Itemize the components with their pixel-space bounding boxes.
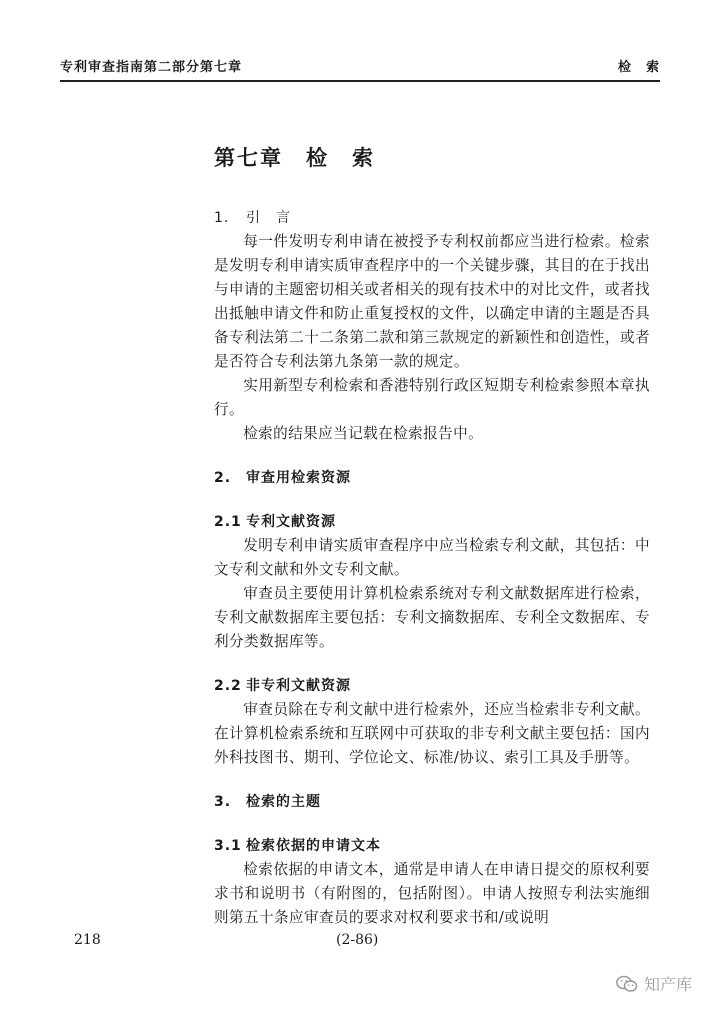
section-title: 检索依据的申请文本: [246, 838, 381, 854]
running-header: [60, 56, 660, 75]
section-title: 专利文献资源: [246, 514, 336, 530]
watermark: [616, 972, 692, 995]
section-number: 3.1: [214, 838, 242, 854]
chapter-title: 第七章 检 索: [214, 146, 375, 170]
section-number: 2.: [214, 470, 232, 486]
paragraph: 每一件发明专利申请在被授予专利权前都应当进行检索。检索是发明专利申请实质审查程序中的一个关键步骤，其目的在于找出与申请的主题密切相关或者相关的现有技术中的对比文件，或者找出抵触申请文件和防止重复授权的文件，以确定申请的主题是否具备专利法第二十二条第二款和第三款规定的新颖性和创造性，或者是否符合专利法第九条第一款的规定。: [214, 233, 650, 370]
running-header-left: 专利审查指南第二部分第七章: [60, 60, 243, 75]
paragraph: 检索的结果应当记载在检索报告中。: [243, 425, 484, 442]
paragraph: 审查员除在专利文献中进行检索外，还应当检索非专利文献。在计算机检索系统和互联网中可获取的非专利文献主要包括：国内外科技图书、期刊、学位论文、标准/协议、索引工具及手册等。: [214, 701, 650, 766]
section-title: 检索的主题: [246, 794, 321, 810]
section-heading-3: [214, 790, 650, 814]
section-title: 审查用检索资源: [246, 470, 351, 486]
section-heading-2-1: [214, 510, 650, 534]
section-heading-2: [214, 466, 650, 490]
section-number: 2.1: [214, 514, 242, 530]
watermark-text: 知产库: [643, 975, 692, 994]
section-page-number: (2-86): [336, 932, 379, 948]
section-heading-3-1: [214, 834, 650, 858]
page-number: 218: [74, 932, 101, 948]
paragraph: 实用新型专利检索和香港特别行政区短期专利检索参照本章执行。: [214, 377, 650, 418]
paragraph: 发明专利申请实质审查程序中应当检索专利文献，其包括：中文专利文献和外文专利文献。: [214, 537, 650, 578]
wechat-icon: [616, 975, 638, 993]
header-rule: [60, 80, 660, 82]
page-content: [214, 142, 650, 930]
section-heading-2-2: [214, 674, 650, 698]
paragraph: 检索依据的申请文本，通常是申请人在申请日提交的原权利要求书和说明书（有附图的，包括附图）。申请人按照专利法实施细则第五十条应审查员的要求对权利要求书和/或说明: [214, 861, 650, 926]
section-number: 1.: [214, 210, 230, 226]
paragraph: 审查员主要使用计算机检索系统对专利文献数据库进行检索，专利文献数据库主要包括：专利文摘数据库、专利全文数据库、专利分类数据库等。: [214, 585, 650, 650]
running-header-right: 检 索: [617, 60, 660, 75]
section-title: 非专利文献资源: [246, 678, 351, 694]
section-number: 3.: [214, 794, 232, 810]
section-number: 2.2: [214, 678, 242, 694]
section-title: 引 言: [246, 210, 291, 226]
section-heading-1: [214, 206, 650, 230]
